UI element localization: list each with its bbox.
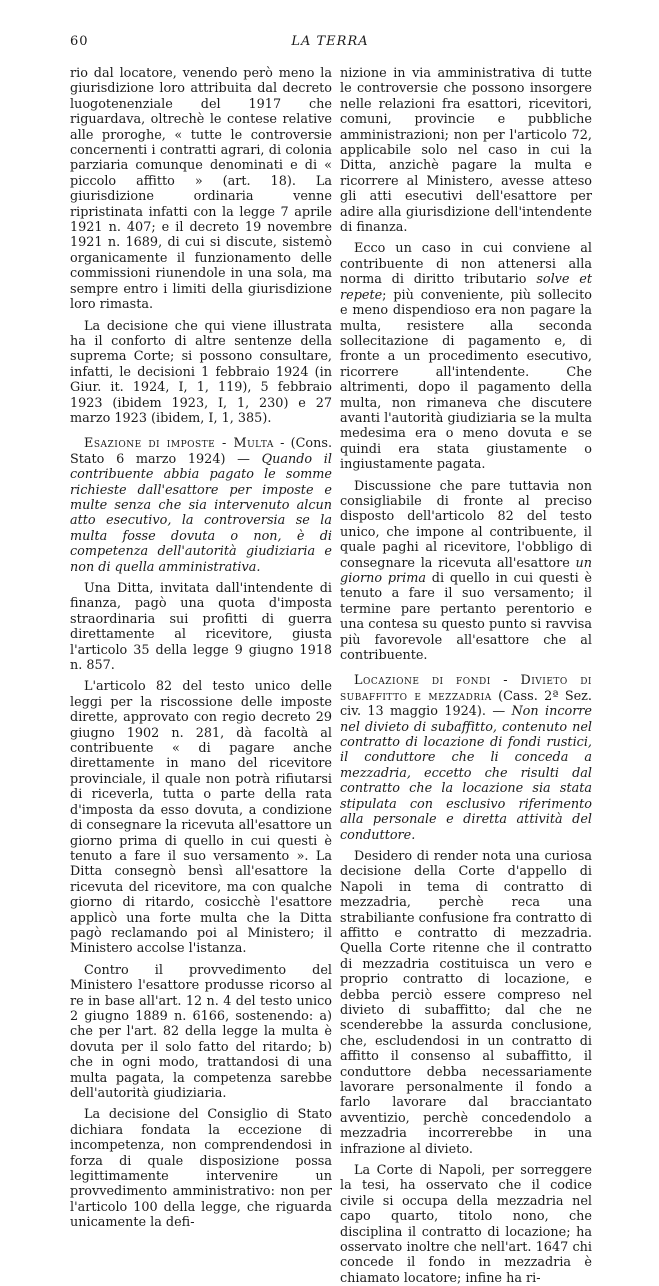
text-run: di quello in cui questi è tenuto a fare il suo versamento; il termine pare pertanto perentorio e una contesa su questo punto si ravvisa più favorevole all'esattore che al contribuente. (340, 571, 592, 664)
paragraph: Una Ditta, invitata dall'intendente di finanza, pagò una quota d'imposta straordinaria sui profitti di guerra direttamente al ricevitore, giusta l'articolo 35 della legge 9 giugno 1918 n. 857. (70, 581, 332, 674)
text-run: ; più conveniente, più sollecito e meno dispendioso era non pagare la multa, resistere alla seconda sollecitazione di pagamento e, di fronte a un procedimento esecutivo, ricorrere all'intendente. Che altrimenti, dopo il pagamento della multa, non rimaneva che discutere avanti l'autorità giudiziaria se la multa medesima era o meno dovuta e se quindi era stata giustamente o ingiustamente pagata. (340, 287, 592, 473)
paragraph: rio dal locatore, venendo però meno la giurisdizione loro attribuita dal decreto luogotenenziale del 1917 che riguardava, oltrechè le contese relative alle proroghe, « tutte le controversie concernenti i contratti agrari, di colonia parziaria comunque denominati e di « piccolo affitto » (art. 18). La giurisdizione ordinaria venne ripristinata infatti con la legge 7 aprile 1921 n. 407; e il decreto 19 novembre 1921 n. 1689, di cui si discute, sistemò organicamente il funzionamento delle commissioni riunendole in una sola, ma sempre entro i limiti della giurisdizione loro rimasta. (70, 66, 332, 313)
paragraph: La decisione del Consiglio di Stato dichiara fondata la eccezione di incompetenza, non comprendendosi in forza di quale disposizione possa legittimamente intervenire un provvedimento amministrativo: non per l'articolo 100 della legge, che riguarda unicamente la defi- (70, 1107, 332, 1231)
paragraph: Contro il provvedimento del Ministero l'esattore produsse ricorso al re in base all'art. 12 n. 4 del testo unico 2 giugno 1889 n. 6166, sostenendo: a) che per l'art. 82 della legge la multa è dovuta per il solo fatto del ritardo; b) che in ogni modo, trattandosi di una multa pagata, la competenza sarebbe dell'autorità giudiziaria. (70, 962, 332, 1101)
case-heading-paragraph (340, 673, 592, 842)
paragraph (340, 241, 592, 472)
case-citation: - (Cons. Stato 6 marzo 1924) — (70, 436, 333, 467)
paragraph: nizione in via amministrativa di tutte le controversie che possono insorgere nelle relazioni fra esattori, ricevitori, comuni, provincie e pubbliche amministrazioni; non per l'articolo 72, applicabile solo nel caso in cui la Ditta, anzichè pagare la multa e ricorrere al Ministero, avesse atteso gli atti esecutivi dell'esattore per adire alla giurisdizione dell'intendente di finanza. (340, 66, 592, 236)
case-maxim: Non incorre nel divieto di subaffitto, contenuto nel contratto di locazione di fondi rustici, il conduttore che li conceda a mezzadria, eccetto che risulti dal contratto che la locazione sia stata stipulata con esclusivo riferimento alla personale e diretta attività del conduttore. (340, 704, 592, 843)
case-heading: Locazione di fondi - Divieto di subaffitto e mezzadria (340, 673, 592, 704)
paragraph (340, 479, 592, 664)
case-heading: Esazione di imposte - Multa (84, 436, 274, 452)
paragraph: Desidero di render nota una curiosa decisione della Corte d'appello di Napoli in tema di contratto di mezzadria, perchè reca una strabiliante confusione fra contratto di affitto e contratto di mezzadria. Quella Corte ritenne che il contratto di mezzadria costituisca un vero e proprio contratto di locazione, e debba perciò essere compreso nel divieto di subaffitto; dal che ne scenderebbe la assurda conclusione, che, escludendosi in un contratto di affitto il consenso al subaffitto, il conduttore debba necessariamente lavorare personalmente il fondo a farlo lavorare dal bracciantato avventizio, perchè concedendolo a mezzadria incorrerebbe in una infrazione al divieto. (340, 848, 592, 1157)
paragraph: L'articolo 82 del testo unico delle leggi per la riscossione delle imposte dirette, approvato con regio decreto 29 giugno 1902 n. 281, dà facoltà al contribuente « di pagare anche direttamente in mano del ricevitore provinciale, il quale non potrà rifiutarsi di riceverla, tutta o parte della rata d'imposta da esso dovuta, a condizione di consegnare la ricevuta all'esattore un giorno prima di quello in cui questi è tenuto a fare il suo versamento ». La Ditta consegnò bensì all'esattore la ricevuta del ricevitore, ma con qualche giorno di ritardo, cosicchè l'esattore applicò una forte multa che la Ditta pagò reclamando poi al Ministero; il Ministero accolse l'istanza. (70, 679, 332, 957)
italic-text: un giorno prima (340, 555, 592, 586)
text-run: Ecco un caso in cui conviene al contribuente di non attenersi alla norma di diritto tributario (340, 241, 592, 288)
case-citation: (Cass. 2ª Sez. civ. 13 maggio 1924). — (340, 688, 592, 720)
case-heading-paragraph (70, 436, 332, 575)
right-column (340, 66, 592, 1286)
paragraph: La decisione che qui viene illustrata ha il conforto di altre sentenze della suprema Corte; si possono consultare, infatti, le decisioni 1 febbraio 1924 (in Giur. it. 1924, I, 1, 119), 5 febbraio 1923 (ibidem 1923, I, 1, 230) e 27 marzo 1923 (ibidem, I, 1, 385). (70, 318, 332, 426)
running-header (70, 34, 590, 52)
text-run: Discussione che pare tuttavia non consigliabile di fronte al preciso disposto dell'articolo 82 del testo unico, che impone al contribuente, il quale paghi al ricevitore, l'obbligo di consegnare la ricevuta all'esattore (340, 478, 592, 571)
left-column (70, 66, 332, 1231)
paragraph: La Corte di Napoli, per sorreggere la tesi, ha osservato che il codice civile si occupa della mezzadria nel capo quarto, titolo nono, che disciplina il contratto di locazione; ha osservato inoltre che nell'art. 1647 chi concede il fondo in mezzadria è chiamato locatore; infine ha ri- (340, 1163, 592, 1286)
running-title: LA TERRA (291, 34, 369, 49)
page-number: 60 (70, 34, 89, 49)
italic-text: solve et repete (340, 272, 593, 303)
case-maxim: Quando il contribuente abbia pagato le somme richieste dall'esattore per imposte e multe senza che sia intervenuto alcun atto esecutivo, la controversia se la multa fosse dovuta o non, è di competenza dell'autorità giudiziaria e non di quella amministrativa. (70, 451, 332, 575)
